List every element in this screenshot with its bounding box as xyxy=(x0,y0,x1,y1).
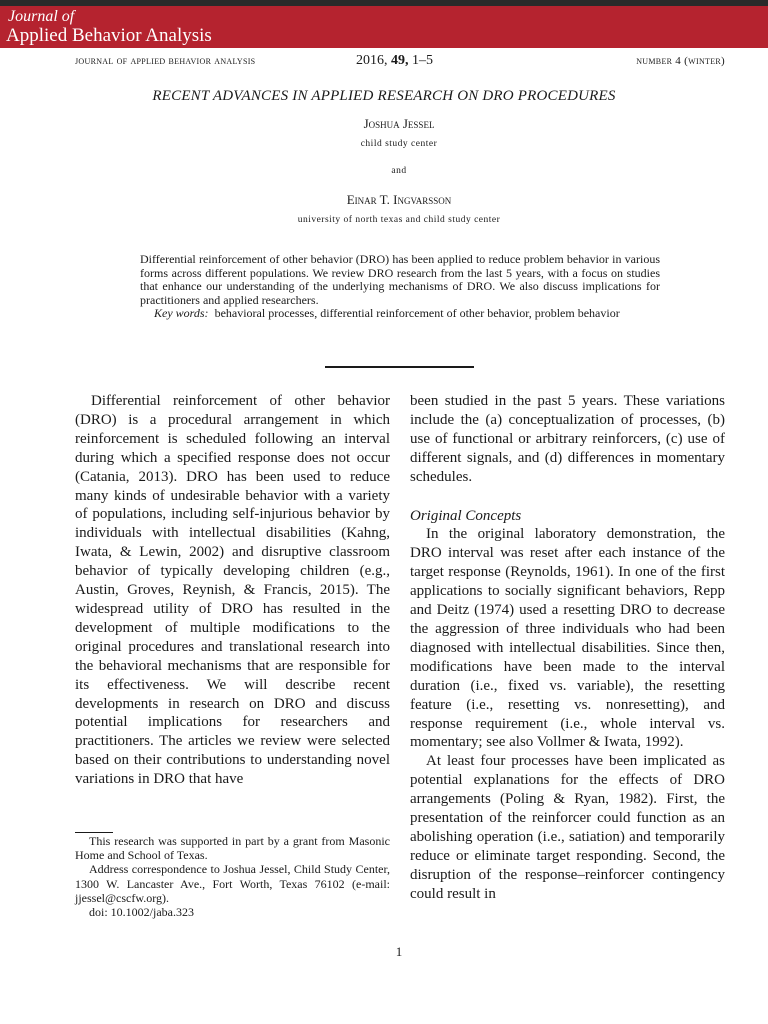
right-column xyxy=(410,392,725,904)
intro-paragraph: Differential reinforcement of other behavior (DRO) is a procedural arrangement in which reinforcement is scheduled following an interval during which a specified response does not occur (Catania, 2013). DRO has been used to reduce many kinds of undesirable behavior with a variety of populations, including self-injurious behavior by individuals with intellectual disabilities (Kahng, Iwata, & Lewin, 2002) and disruptive classroom behavior of typically developing children (e.g., Austin, Groves, Reynish, & Francis, 2015). The widespread utility of DRO has resulted in the development of multiple modifications to the original procedures and translational research into the behavioral mechanisms that are responsible for its effectiveness. We will describe recent developments in research on DRO and discuss potential implications for researchers and practitioners. The articles we review were selected based on their contributions to understanding novel variations in DRO that have xyxy=(75,393,390,788)
original-concepts-paragraph: In the original laboratory demonstration, the DRO interval was reset after each instance of the target response (Reynolds, 1961). In one of the first applications to socially significant behaviors, Repp and Deitz (1974) used a resetting DRO to decrease the aggression of three individuals who had been diagnosed with intellectual disabilities. Since then, modifications have been made to the interval duration (i.e., fixed vs. variable), the resetting feature (i.e., resetting vs. nonresetting), and response requirement (i.e., whole interval vs. momentary; see also Vollmer & Iwata, 1992). xyxy=(410,526,725,751)
page-number: 1 xyxy=(395,944,403,959)
footnote-rule xyxy=(75,832,113,833)
section-divider xyxy=(325,366,474,368)
section-heading: Original Concepts xyxy=(410,507,522,524)
keywords-label: Key words: xyxy=(154,306,209,320)
footnote-funding: This research was supported in part by a grant from Masonic Home and School of Texas. xyxy=(75,834,390,863)
footnote-doi: doi: 10.1002/jaba.323 xyxy=(89,905,194,920)
keywords xyxy=(140,307,660,321)
volume-number: 49, xyxy=(391,53,409,68)
banner-line1: Journal of xyxy=(8,8,75,25)
abstract-text: Differential reinforcement of other behavior (DRO) has been applied to reduce problem behavior in various forms across different populations. We review DRO research from the last 5 years, with a focus on studies that enhance our understanding of the underlying mechanisms of DRO. We also discuss implications for practitioners and applied researchers. xyxy=(140,252,660,307)
author-1-affiliation: child study center xyxy=(360,139,438,149)
footnotes xyxy=(75,834,390,919)
author-1: Joshua Jessel xyxy=(363,116,435,131)
and-separator: and xyxy=(391,166,407,176)
keywords-text: behavioral processes, differential reinforcement of other behavior, problem behavior xyxy=(214,306,620,320)
running-head-issue: number 4 (winter) xyxy=(636,55,725,67)
intro-continuation: been studied in the past 5 years. These variations include the (a) conceptualization of processes, (b) use of functional or arbitrary reinforcers, (c) use of different signals, and (d) differences in momentary schedules. xyxy=(410,393,725,485)
running-head xyxy=(75,52,725,70)
running-head-year: 2016, xyxy=(356,53,388,68)
author-2: Einar T. Ingvarsson xyxy=(346,192,452,207)
journal-banner xyxy=(0,6,768,48)
abstract xyxy=(140,253,660,321)
left-column xyxy=(75,392,390,789)
footnote-correspondence: Address correspondence to Joshua Jessel, Child Study Center, 1300 W. Lancaster Ave., Fort Worth, Texas 76102 (e-mail: jjessel@cscfw.org). xyxy=(75,862,390,905)
article-title: RECENT ADVANCES IN APPLIED RESEARCH ON DRO PROCEDURES xyxy=(152,88,616,104)
running-head-volume xyxy=(356,52,433,70)
banner-line2: Applied Behavior Analysis xyxy=(6,25,212,46)
page-range: 1–5 xyxy=(412,53,433,68)
running-head-journal: journal of applied behavior analysis xyxy=(75,55,256,67)
author-2-affiliation: university of north texas and child study center xyxy=(297,215,501,225)
processes-paragraph: At least four processes have been implicated as potential explanations for the effects of DRO arrangements (Poling & Ryan, 1982). First, the presentation of the reinforcer could function as an abolishing operation (i.e., satiation) and temporarily reduce or eliminate target responding. Second, the disruption of the response–reinforcer contingency could result in xyxy=(410,753,725,902)
